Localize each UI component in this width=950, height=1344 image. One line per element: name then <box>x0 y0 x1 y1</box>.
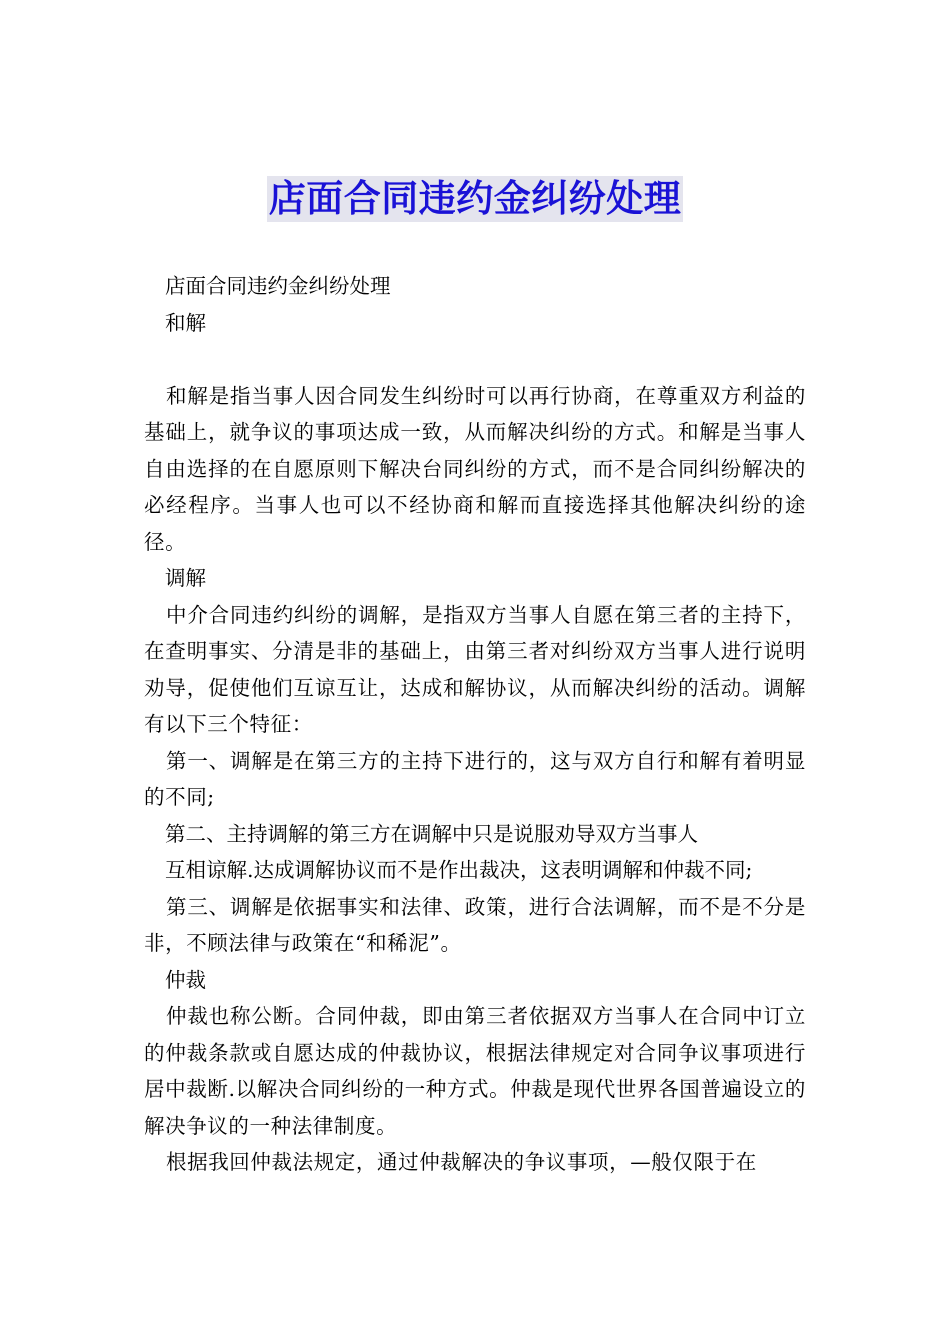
paragraph-tiaojie-second-line2: 互相谅解.达成调解协议而不是作出裁决，这表明调解和仲裁不同; <box>165 858 753 882</box>
document-title: 店面合同违约金纠纷处理 <box>268 177 682 220</box>
document-body <box>144 268 806 1181</box>
paragraph-tiaojie-third: 第三、调解是依据事实和法律、政策，进行合法调解，而不是不分是非，不顾法律与政策在“和稀泥”。 <box>144 894 806 955</box>
section-heading-zhongcai: 仲裁 <box>165 967 206 992</box>
section-heading-tiaojie: 调解 <box>165 566 206 590</box>
paragraph-zhongcai-intro: 仲裁也称公断。合同仲裁，即由第三者依据双方当事人在合同中订立的仲裁条款或自愿达成的仲裁协议，根据法律规定对合同争议事项进行居中裁断.以解决合同纠纷的一种方式。仲裁是现代世界各国普遍设立的解决争议的一种法律制度。 <box>144 1004 806 1138</box>
paragraph-tiaojie-second-line1: 第二、主持调解的第三方在调解中只是说服劝导双方当事人 <box>165 821 698 846</box>
paragraph-tiaojie-intro: 中介合同违约纠纷的调解，是指双方当事人自愿在第三者的主持下，在查明事实、分清是非的基础上，由第三者对纠纷双方当事人进行说明劝导，促使他们互谅互让，达成和解协议，从而解决纠纷的活动。调解有以下三个特征： <box>144 602 806 736</box>
document-subtitle: 店面合同违约金纠纷处理 <box>165 274 391 298</box>
title-container <box>0 176 950 222</box>
paragraph-zhongcai-law: 根据我回仲裁法规定，通过仲裁解决的争议事项，—般仅限于在 <box>166 1150 757 1174</box>
paragraph-tiaojie-first: 第一、调解是在第三方的主持下进行的，这与双方自行和解有着明显的不同; <box>144 748 806 809</box>
section-heading-heding: 和解 <box>165 310 206 335</box>
paragraph-heding: 和解是指当事人因合同发生纠纷时可以再行协商，在尊重双方利益的基础上，就争议的事项达成一致，从而解决纠纷的方式。和解是当事人自由选择的在自愿原则下解决台同纠纷的方式，而不是合同纠纷解决的必经程序。当事人也可以不经协商和解而直接选择其他解决纠纷的途径。 <box>144 383 806 554</box>
blank-line <box>144 341 806 378</box>
